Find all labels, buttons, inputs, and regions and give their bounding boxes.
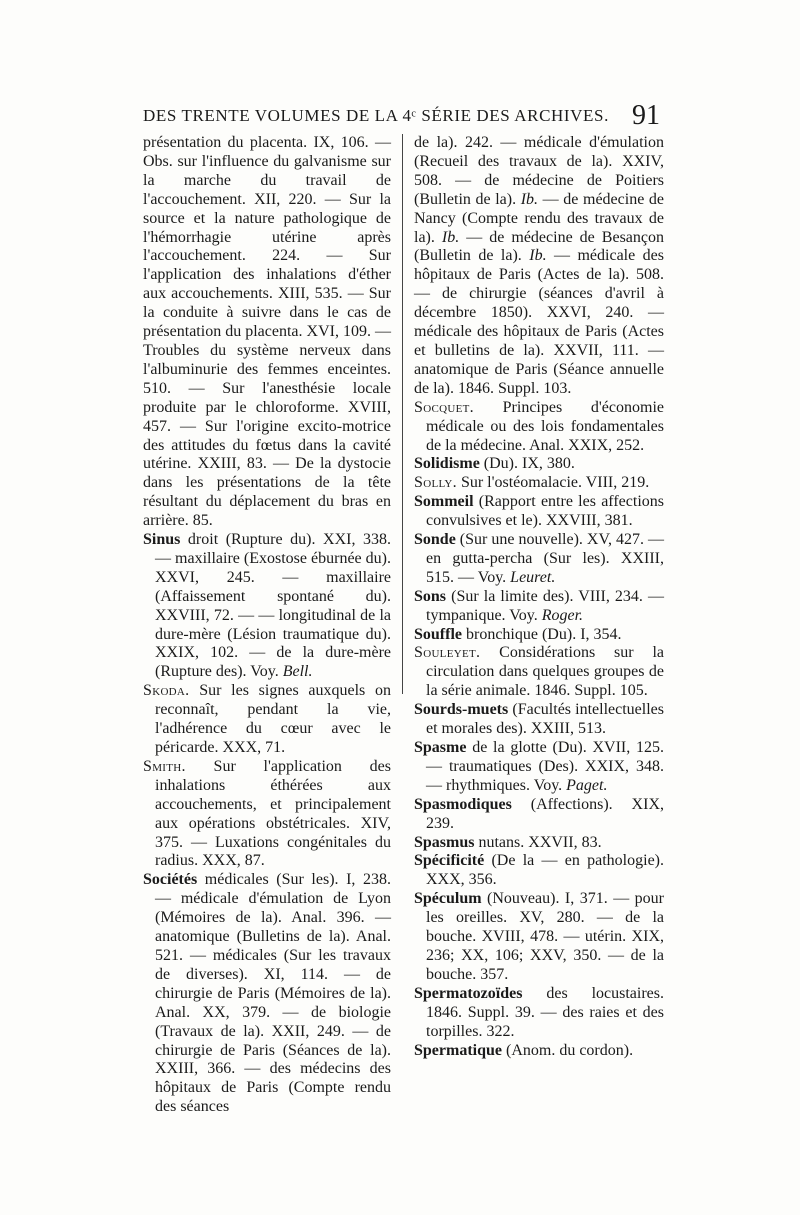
headword: Socquet. [414, 398, 474, 416]
running-header [143, 96, 660, 130]
headword: Sonde [414, 531, 456, 549]
index-entry: Sociétés médicales (Sur les). I, 238. — médicale d'émulation de Lyon (Mémoires de la). Anal. 396. — anatomique (Bulletins de la). Anal. 521. — médicales (Sur les travaux de diverses). XI, 114. — de chirurgie de Paris (Mémoires de la). Anal. XX, 379. — de biologie (Travaux de la). XXII, 249. — de chirurgie de Paris (Séances de la). XXIII, 366. — des médecins des hôpitaux de Paris (Compte rendu des séances [143, 871, 391, 1116]
headword: Sinus [143, 531, 181, 549]
index-entry: Spasmus nutans. XXVII, 83. [414, 833, 602, 851]
headword: Spermatozoïdes [414, 984, 523, 1002]
index-entry: présentation du placenta. IX, 106. — Obs. sur l'influence du galvanisme sur la marche du travail de l'accouchement. XII, 220. — Sur la source et la nature pathologique de l'hémorrhagie utérine après l'accouchement. 224. — Sur l'application des inhalations d'éther aux accouchements. XIII, 535. — Sur la conduite à suivre dans le cas de présentation du placenta. XVI, 109. — Troubles du système nerveux dans l'albuminurie des femmes enceintes. 510. — Sur l'anesthésie locale produite par le chloroforme. XVIII, 457. — Sur l'origine excito-motrice des attitudes du fœtus dans la cavité utérine. XXIII, 83. — De la dystocie dans les présentations de la tête résultant du déplacement du bras en arrière. 85. [143, 134, 391, 530]
index-entry: Souffle bronchique (Du). I, 354. [414, 625, 622, 643]
headword: Smith. [143, 757, 186, 775]
index-entry: Socquet. Principes d'économie médicale ou des lois fondamentales de la médecine. Anal. XXIX, 252. [414, 398, 664, 454]
right-column [414, 134, 664, 1060]
index-entry: Smith. Sur l'application des inhalations éthérées aux accouchements, et principalement aux opérations obstétricales. XIV, 375. — Luxations congénitales du radius. XXX, 87. [143, 757, 391, 870]
page-number: 91 [632, 100, 660, 131]
headword: Sociétés [143, 871, 198, 889]
column-rule [402, 134, 403, 694]
running-title: DES TRENTE VOLUMES DE LA 4ᶜ SÉRIE DES ARCHIVES. [143, 106, 609, 125]
left-column [143, 134, 391, 1117]
index-entry: Spécificité (De la — en pathologie). XXX, 356. [414, 852, 664, 889]
headword: Souffle [414, 625, 462, 643]
headword: Solly. [414, 474, 457, 492]
headword: Solidisme [414, 455, 480, 473]
headword: Spasmus [414, 833, 475, 851]
index-entry: Spermatique (Anom. du cordon). [414, 1041, 634, 1059]
index-entry: Solidisme (Du). IX, 380. [414, 455, 575, 473]
index-entry: de la). 242. — médicale d'émulation (Recueil des travaux de la). XXIV, 508. — de médecine de Poitiers (Bulletin de la). Ib. — de médecine de Nancy (Compte rendu des travaux de la). Ib. — de médecine de Besançon (Bulletin de la). Ib. — médicale des hôpitaux de Paris (Actes de la). 508. — de chirurgie (séances d'avril à décembre 1850). XXVI, 240. — médicale des hôpitaux de Paris (Actes et bulletins de la). XXVII, 111. — anatomique de Paris (Séance annuelle de la). 1846. Suppl. 103. [414, 134, 665, 397]
index-entry: Spasmodiques (Affections). XIX, 239. [414, 795, 664, 832]
index-entry: Skoda. Sur les signes auxquels on reconnaît, pendant la vie, l'adhérence du cœur avec le péricarde. XXX, 71. [143, 682, 391, 756]
index-entry: Sons (Sur la limite des). VIII, 234. — tympanique. Voy. Roger. [414, 587, 664, 624]
index-entry: Souleyet. Considérations sur la circulation dans quelques groupes de la série animale. 1846. Suppl. 105. [414, 644, 664, 700]
headword: Skoda. [143, 682, 190, 700]
headword: Spécificité [414, 852, 485, 870]
index-entry: Spéculum (Nouveau). I, 371. — pour les oreilles. XV, 280. — de la bouche. XVIII, 478. — utérin. XIX, 236; XX, 106; XXV, 350. — de la bouche. 357. [414, 890, 664, 983]
index-entry: Sinus droit (Rupture du). XXI, 338. — maxillaire (Exostose éburnée du). XXVI, 245. — maxillaire (Affaissement spontané du). XXVIII, 72. — — longitudinal de la dure-mère (Lésion traumatique du). XXIX, 102. — de la dure-mère (Rupture des). Voy. Bell. [143, 531, 391, 681]
headword: Souleyet. [414, 644, 481, 662]
headword: Sourds-muets [414, 701, 509, 719]
index-entry: Spasme de la glotte (Du). XVII, 125. — traumatiques (Des). XXIX, 348. — rhythmiques. Voy. Paget. [414, 739, 664, 794]
index-entry: Solly. Sur l'ostéomalacie. VIII, 219. [414, 474, 650, 492]
headword: Spermatique [414, 1041, 502, 1059]
index-entry: Spermatozoïdes des locustaires. 1846. Suppl. 39. — des raies et des torpilles. 322. [414, 984, 664, 1040]
index-entry: Sourds-muets (Facultés intellectuelles et morales des). XXIII, 513. [414, 701, 664, 738]
headword: Spéculum [414, 890, 482, 908]
index-entry: Sommeil (Rapport entre les affections convulsives et le). XXVIII, 381. [414, 493, 664, 530]
index-entry: Sonde (Sur une nouvelle). XV, 427. — en gutta-percha (Sur les). XXIII, 515. — Voy. Leuret. [414, 531, 664, 586]
headword: Spasme [414, 739, 467, 756]
headword: Sommeil [414, 493, 474, 511]
headword: Sons [414, 587, 447, 605]
headword: Spasmodiques [414, 795, 512, 813]
